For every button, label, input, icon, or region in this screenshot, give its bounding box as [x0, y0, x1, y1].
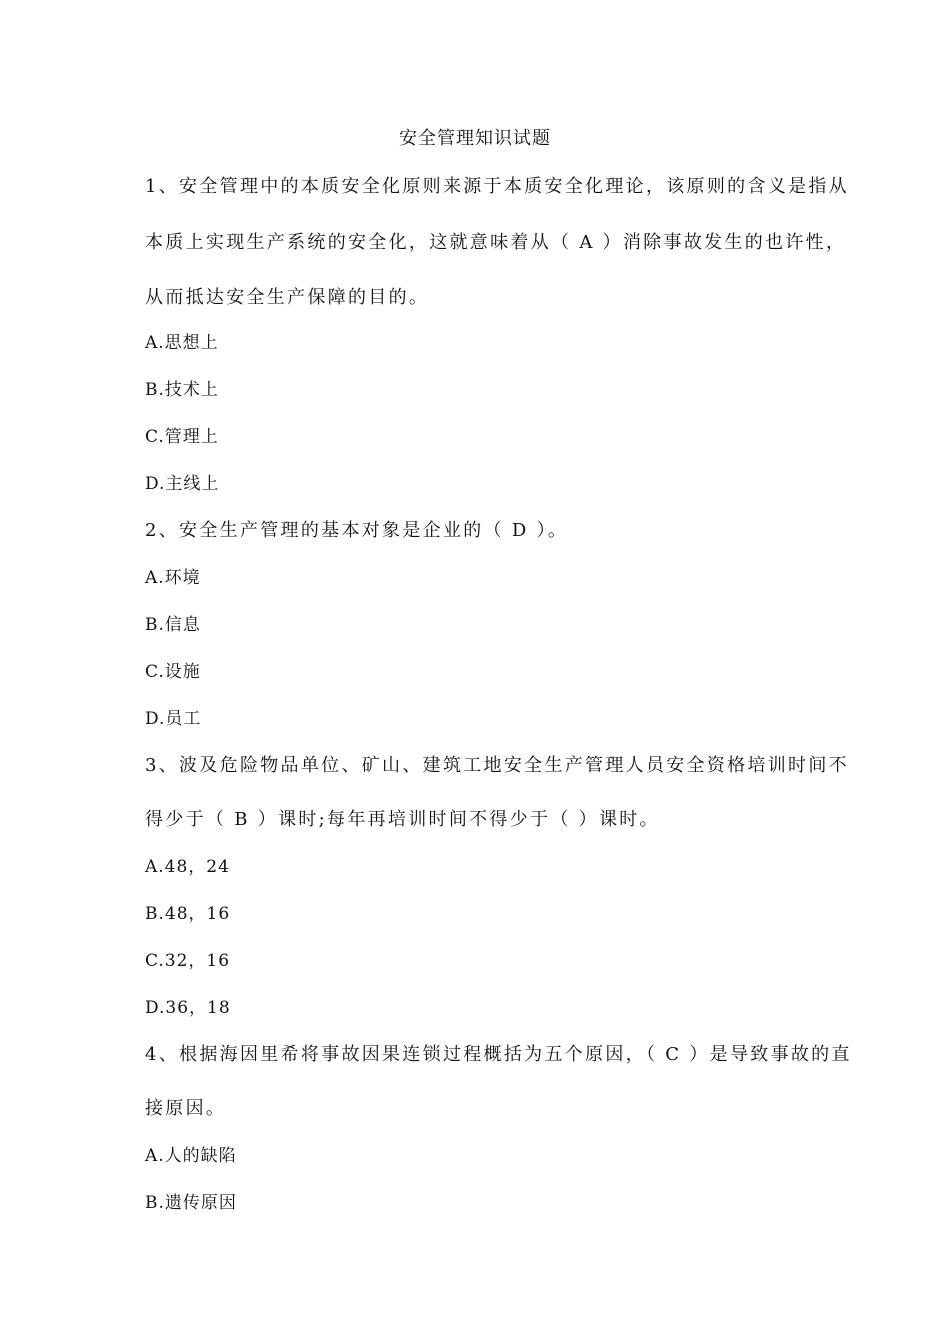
question-3-option-a: A.48，24 [145, 857, 230, 877]
question-1-line-2: 本质上实现生产系统的安全化，这就意味着从（ A ）消除事故发生的也许性， [145, 232, 847, 253]
question-1-option-d: D.主线上 [145, 474, 220, 494]
question-3-option-d: D.36，18 [145, 998, 231, 1018]
question-2-option-a: A.环境 [145, 568, 201, 588]
question-2-option-d: D.员工 [145, 709, 202, 729]
question-3-line-1: 3、波及危险物品单位、矿山、建筑工地安全生产管理人员安全资格培训时间不 [145, 755, 849, 776]
page-title: 安全管理知识试题 [399, 128, 551, 149]
question-1-option-a: A.思想上 [145, 333, 219, 353]
question-2-line-1: 2、安全生产管理的基本对象是企业的（ D ）。 [145, 520, 569, 541]
question-4-option-a: A.人的缺陷 [145, 1146, 237, 1166]
question-1-line-1: 1、安全管理中的本质安全化原则来源于本质安全化理论，该原则的含义是指从 [145, 176, 849, 197]
question-1-option-c: C.管理上 [145, 427, 219, 447]
question-4-option-b: B.遗传原因 [145, 1193, 237, 1213]
question-2-option-c: C.设施 [145, 662, 201, 682]
question-2-option-b: B.信息 [145, 615, 201, 635]
question-3-option-c: C.32，16 [145, 951, 231, 971]
question-1-option-b: B.技术上 [145, 380, 219, 400]
question-3-option-b: B.48，16 [145, 904, 231, 924]
question-3-line-2: 得少于（ B ）课时;每年再培训时间不得少于（ ）课时。 [145, 809, 660, 830]
question-1-line-3: 从而抵达安全生产保障的目的。 [145, 287, 430, 308]
question-4-line-1: 4、根据海因里希将事故因果连锁过程概括为五个原因，（ C ）是导致事故的直 [145, 1044, 852, 1065]
question-4-line-2: 接原因。 [145, 1098, 227, 1119]
